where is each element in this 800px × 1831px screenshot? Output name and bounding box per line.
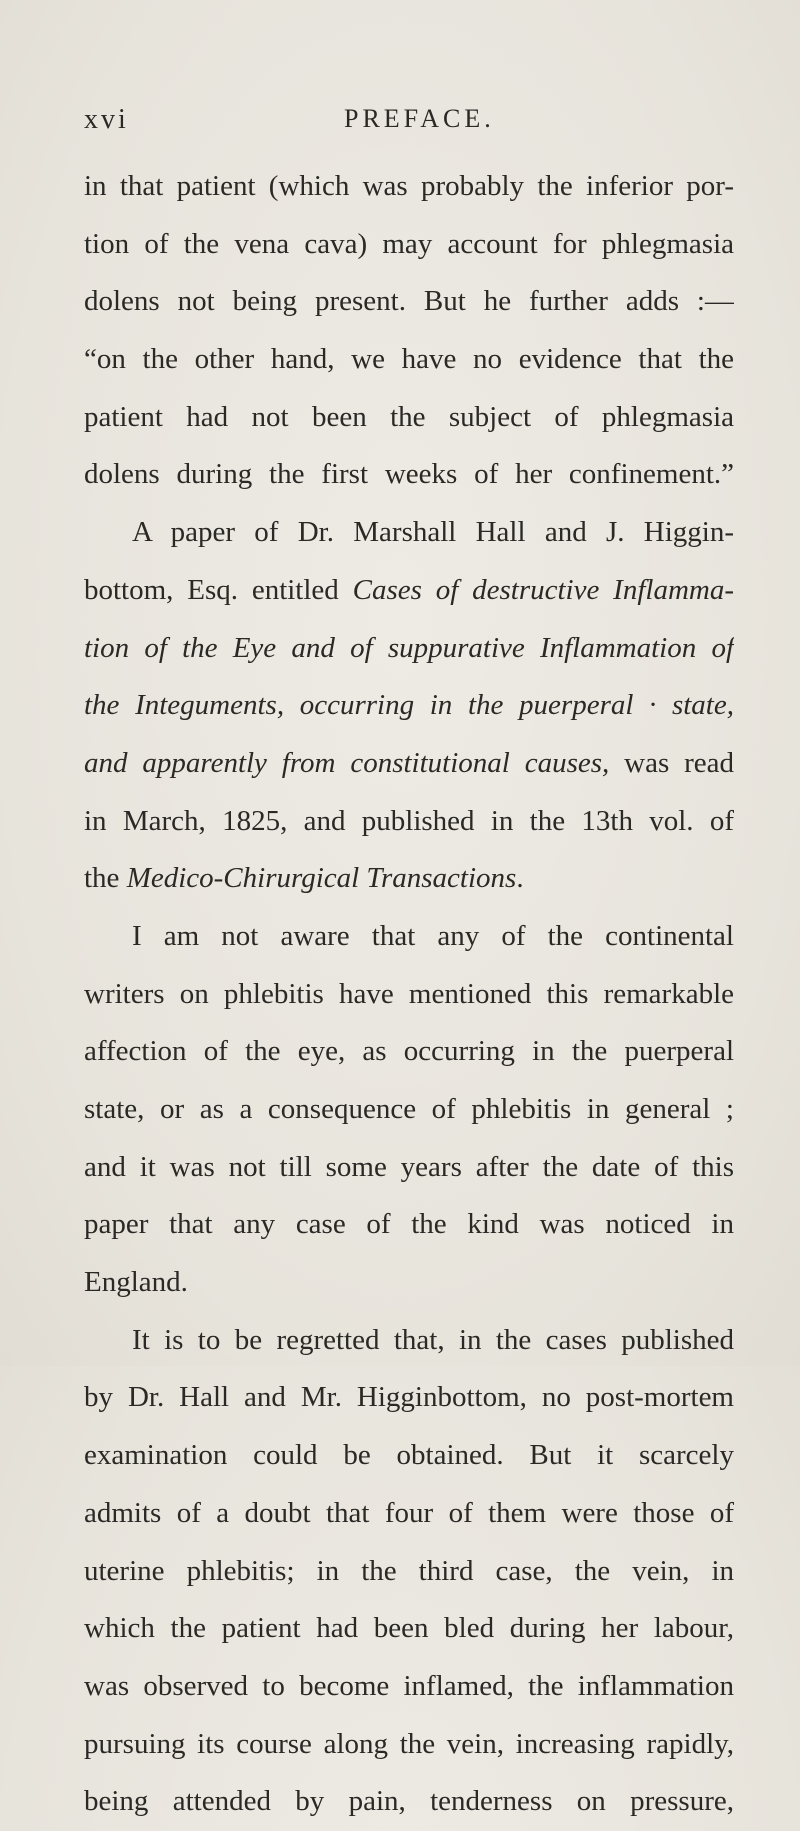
text-run: which the patient had been bled during her labour, xyxy=(84,1612,734,1645)
text-run: patient had not been the subject of phlegmasia xyxy=(84,400,734,433)
text-line xyxy=(84,273,734,331)
text-run: by Dr. Hall and Mr. Higginbottom, no post-mortem xyxy=(84,1381,734,1414)
text-line xyxy=(84,1081,734,1139)
text-run: . xyxy=(516,862,524,895)
text-run: A paper of Dr. Marshall Hall and J. Higgin- xyxy=(132,516,734,549)
text-line xyxy=(84,793,734,851)
text-run: was read xyxy=(609,746,734,779)
text-line xyxy=(84,216,734,274)
text-run: uterine phlebitis; in the third case, the vein, in xyxy=(84,1554,734,1587)
text-line xyxy=(84,850,734,908)
text-run: and it was not till some years after the date of this xyxy=(84,1150,734,1183)
text-run: state, or as a consequence of phlebitis in general ; xyxy=(84,1093,734,1125)
text-line xyxy=(84,1369,734,1427)
text-run: being attended by pain, tenderness on pressure, xyxy=(84,1785,734,1818)
text-line xyxy=(84,1427,734,1485)
text-line xyxy=(84,562,734,620)
text-line xyxy=(84,1023,734,1081)
text-line xyxy=(84,677,734,735)
text-line xyxy=(84,1773,734,1831)
text-line xyxy=(84,1543,734,1601)
text-line xyxy=(84,1658,734,1716)
text-line xyxy=(84,446,734,504)
text-line xyxy=(84,1716,734,1774)
italic-text: Cases of destructive Inflamma- xyxy=(352,573,734,606)
text-line xyxy=(84,389,734,447)
text-run: admits of a doubt that four of them were those of xyxy=(84,1496,734,1529)
text-line xyxy=(84,1254,734,1312)
text-line xyxy=(84,966,734,1024)
text-run: It is to be regretted that, in the cases published xyxy=(132,1323,734,1356)
text-run: in March, 1825, and published in the 13th vol. of xyxy=(84,804,734,837)
text-line xyxy=(84,158,734,216)
text-run: examination could be obtained. But it scarcely xyxy=(84,1439,734,1472)
italic-text: Medico-Chirurgical Transactions xyxy=(126,862,517,895)
text-line xyxy=(84,1485,734,1543)
text-run: in that patient (which was probably the inferior por- xyxy=(84,170,734,202)
text-line xyxy=(84,735,734,793)
page-number: xvi xyxy=(84,104,129,135)
text-run: pursuing its course along the vein, increasing rapidly, xyxy=(84,1727,734,1760)
text-line xyxy=(84,1139,734,1197)
text-run: England. xyxy=(84,1266,188,1299)
text-line xyxy=(84,1600,734,1658)
text-run: dolens not being present. But he further adds :— xyxy=(84,285,734,318)
page-header xyxy=(84,104,734,144)
text-run: was observed to become inflamed, the inflammation xyxy=(84,1669,734,1702)
text-line xyxy=(84,331,734,389)
text-run: bottom, Esq. entitled xyxy=(84,573,353,606)
text-run: writers on phlebitis have mentioned this remarkable xyxy=(84,977,734,1010)
text-line xyxy=(84,504,734,562)
body-text xyxy=(84,158,734,1831)
italic-text: tion of the Eye and of suppurative Inflammation of xyxy=(84,631,734,664)
text-run: paper that any case of the kind was noticed in xyxy=(84,1208,734,1241)
text-run: I am not aware that any of the continental xyxy=(132,919,734,952)
text-run: dolens during the first weeks of her confinement.” xyxy=(84,458,734,491)
text-run: affection of the eye, as occurring in the puerperal xyxy=(84,1035,734,1068)
text-run: tion of the vena cava) may account for phlegmasia xyxy=(84,227,734,260)
italic-text: the Integuments, occurring in the puerperal · state, xyxy=(84,689,734,722)
text-run: the xyxy=(84,862,127,895)
text-line xyxy=(84,1312,734,1370)
text-line xyxy=(84,620,734,678)
text-run: “on the other hand, we have no evidence that the xyxy=(84,343,734,376)
text-line xyxy=(84,1196,734,1254)
running-head: PREFACE. xyxy=(344,104,495,133)
text-line xyxy=(84,908,734,966)
italic-text: and apparently from constitutional causes, xyxy=(84,746,610,779)
